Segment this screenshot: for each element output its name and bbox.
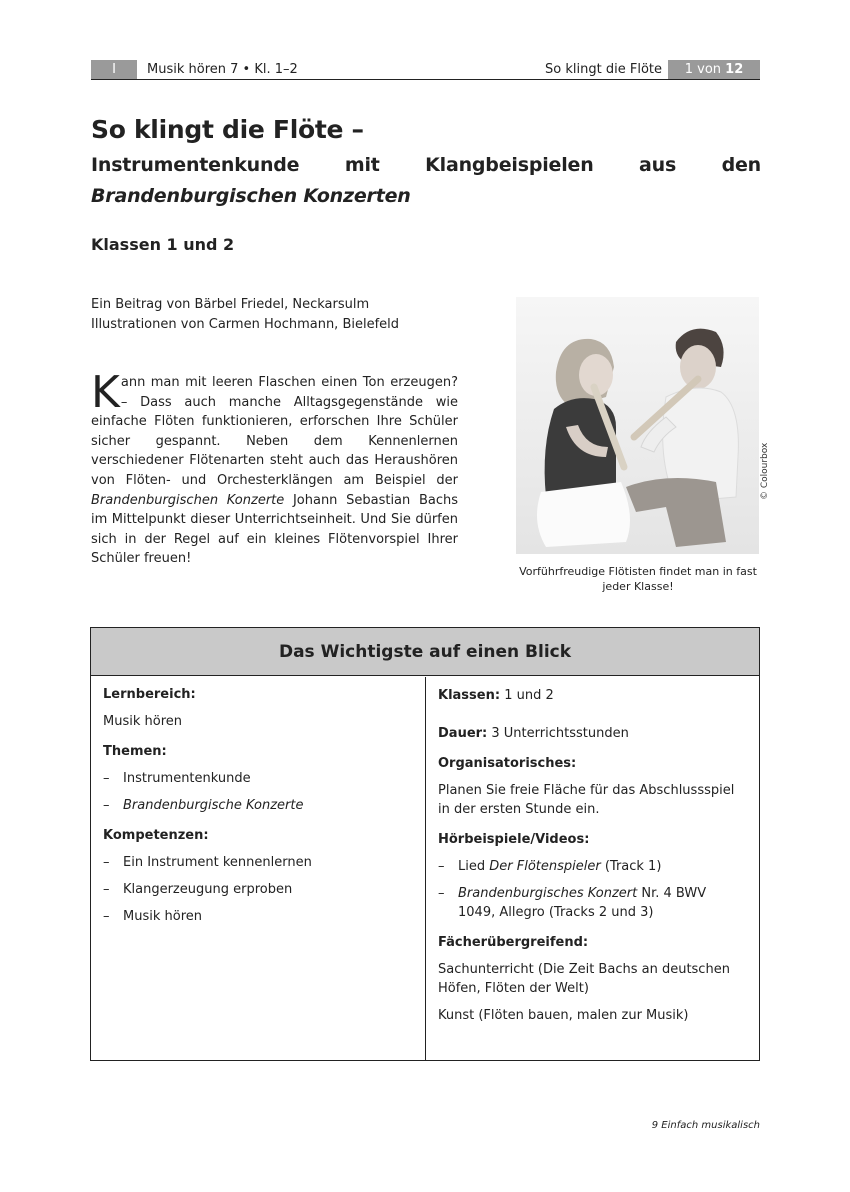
- dash-bullet: –: [103, 909, 110, 924]
- page-subtitle: [91, 150, 761, 212]
- klassen-label: Klassen:: [438, 688, 501, 703]
- faecheruebergreifend-item: Kunst (Flöten bauen, malen zur Musik): [438, 1008, 689, 1023]
- themen-item: – Instrumentenkunde: [103, 771, 251, 786]
- dash-bullet: –: [438, 859, 445, 874]
- page-header: [91, 58, 760, 80]
- faecheruebergreifend-item: Sachunterricht (Die Zeit Bachs an deutschen Höfen, Flöten der Welt): [438, 962, 730, 996]
- page-current: 1: [684, 62, 693, 77]
- overview-right-column: [426, 677, 759, 1060]
- dash-bullet: –: [103, 855, 110, 870]
- overview-box-title: Das Wichtigste auf einen Blick: [91, 628, 759, 676]
- dauer-value: 3 Unterrichtsstunden: [487, 726, 629, 741]
- section-marker: I: [91, 60, 137, 79]
- kompetenzen-item: – Klangerzeugung erproben: [103, 882, 293, 897]
- dash-bullet: –: [438, 886, 445, 901]
- klassen-row: [438, 686, 747, 705]
- illustrator-credit: Illustrationen von Carmen Hochmann, Bielefeld: [91, 317, 400, 332]
- photo-children-recorders: [516, 297, 759, 554]
- organisatorisches-label: Organisatorisches:: [438, 756, 577, 771]
- author-credit: Ein Beitrag von Bärbel Friedel, Neckarsulm: [91, 297, 370, 312]
- topic-label: So klingt die Flöte: [545, 62, 662, 77]
- overview-box: [90, 627, 760, 1061]
- dauer-row: [438, 724, 747, 743]
- hoerbeispiele-label: Hörbeispiele/Videos:: [438, 832, 590, 847]
- klassen-value: 1 und 2: [500, 688, 554, 703]
- classes-heading: Klassen 1 und 2: [91, 235, 235, 254]
- page-footer: 9 Einfach musikalisch: [651, 1120, 760, 1131]
- overview-left-column: [91, 677, 426, 1060]
- hoerbeispiel-item: – Brandenburgisches Konzert Nr. 4 BWV 1049, Allegro (Tracks 2 und 3): [438, 886, 707, 920]
- intro-text-1: ann man mit leeren Flaschen einen Ton erzeugen? – Dass auch manche Alltagsgegenstände wie einfache Flöten funktionieren, erforschen Ihre Schüler sicher gespannt. Neben dem Kennenlernen verschiedener Flötenarten steht auch das Heraushören von Flöten- und Orchesterklängen am Beispiel der: [91, 375, 458, 488]
- dash-bullet: –: [103, 771, 110, 786]
- intro-italic: Brandenburgischen Konzerte: [91, 492, 285, 508]
- page-indicator: [668, 60, 760, 79]
- page-of: von: [697, 62, 722, 77]
- subtitle-italic: Brandenburgischen Konzerten: [91, 185, 411, 207]
- lernbereich-label: Lernbereich:: [103, 687, 196, 702]
- hoerbeispiel-item: – Lied Der Flötenspieler (Track 1): [438, 859, 662, 874]
- page-total: 12: [725, 62, 744, 77]
- kompetenzen-item: – Ein Instrument kennenlernen: [103, 855, 312, 870]
- photo-caption: Vorführfreudige Flötisten findet man in fast jeder Klasse!: [519, 565, 757, 593]
- photo-illustration: [516, 297, 759, 554]
- themen-item: – Brandenburgische Konzerte: [103, 798, 304, 813]
- kompetenzen-item: – Musik hören: [103, 909, 202, 924]
- dropcap: K: [91, 367, 120, 418]
- dash-bullet: –: [103, 882, 110, 897]
- dash-bullet: –: [103, 798, 110, 813]
- series-label: Musik hören 7 • Kl. 1–2: [147, 62, 298, 77]
- intro-text-2: Johann Sebastian Bachs im Mittelpunkt dieser Unterrichtseinheit. Und Sie dürfen sich in der Regel auf ein kleines Flötenvorspiel Ihrer Schüler freuen!: [91, 492, 458, 567]
- kompetenzen-label: Kompetenzen:: [103, 828, 209, 843]
- subtitle-plain: Instrumentenkunde mit Klangbeispielen aus den: [91, 154, 761, 176]
- page-title: So klingt die Flöte –: [91, 115, 364, 144]
- themen-label: Themen:: [103, 744, 167, 759]
- organisatorisches-value: Planen Sie freie Fläche für das Abschlussspiel in der ersten Stunde ein.: [438, 783, 735, 817]
- lernbereich-value: Musik hören: [103, 714, 182, 729]
- faecheruebergreifend-label: Fächerübergreifend:: [438, 935, 589, 950]
- intro-paragraph: [91, 367, 458, 569]
- credits: [91, 295, 399, 335]
- photo-credit: © Colourbox: [760, 442, 770, 500]
- dauer-label: Dauer:: [438, 726, 488, 741]
